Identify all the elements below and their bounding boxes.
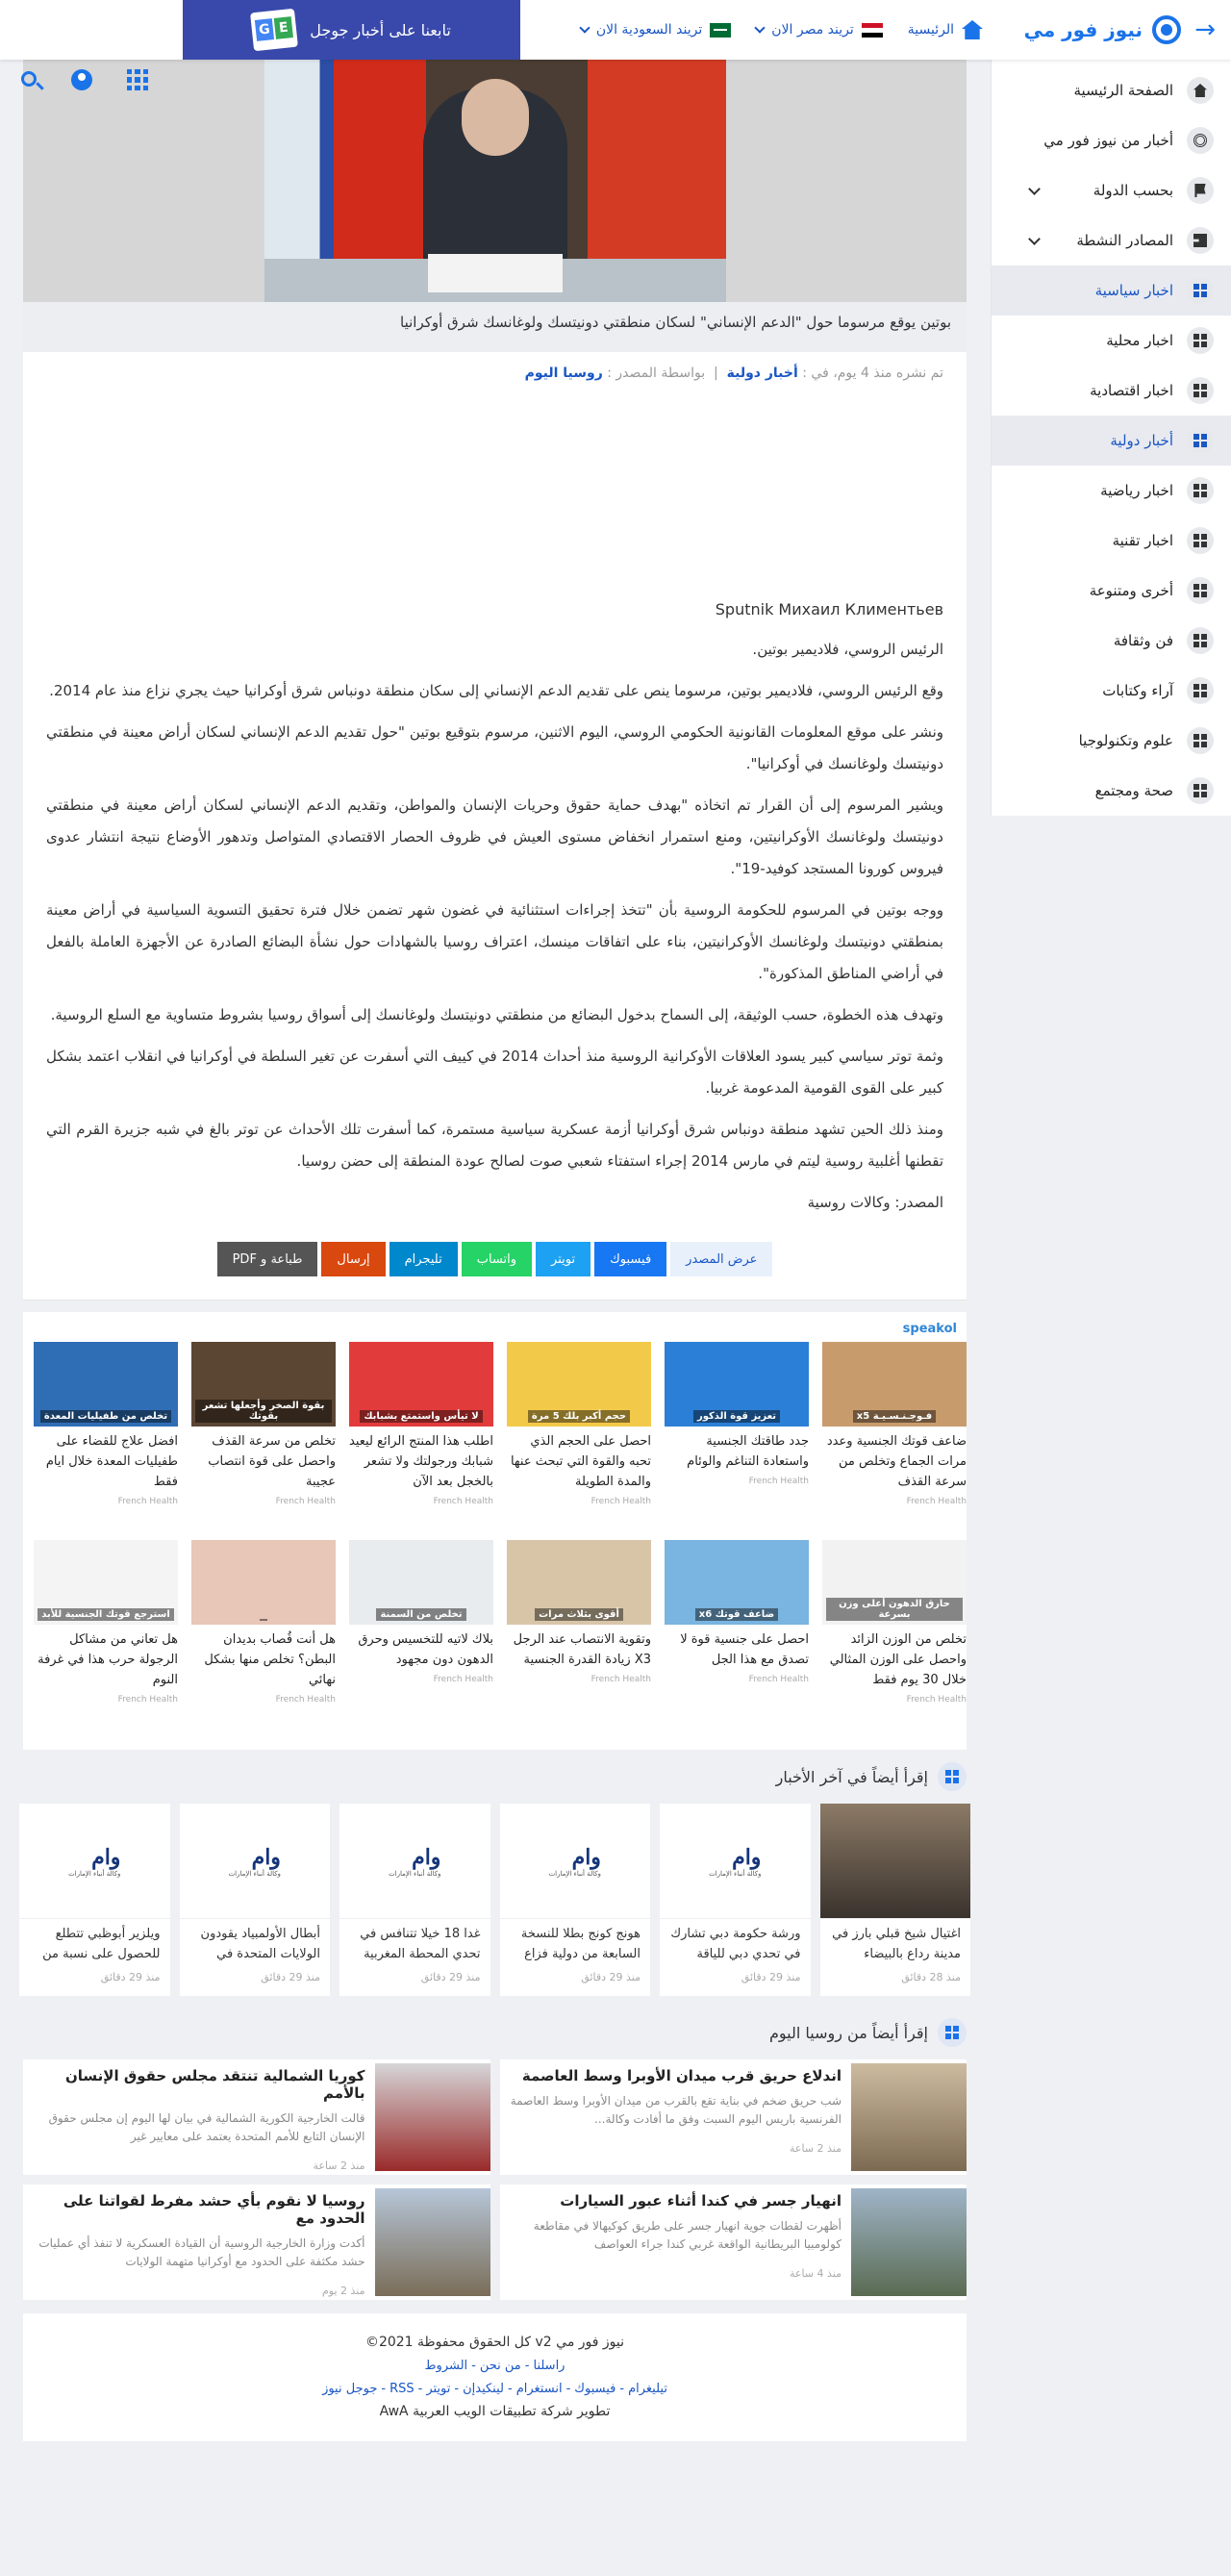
article-body <box>46 593 943 1219</box>
speakol-logo: speakol <box>902 1322 957 1337</box>
account-icon[interactable] <box>71 69 92 90</box>
russia-section-header <box>23 2006 967 2059</box>
category-icon <box>1193 334 1207 347</box>
sidebar-item-label: اخبار رياضية <box>1100 482 1173 499</box>
wam-logo-text: وام <box>251 1844 281 1870</box>
photo-credit: Sputnik Михаил Климентьев <box>715 600 943 619</box>
latest-section-title: إقرأ أيضاً في آخر الأخبار <box>775 1767 928 1786</box>
paragraph: وقع الرئيس الروسي، فلاديمير بوتين، مرسوما ينص على تقديم الدعم الإنساني إلى سكان منطقة دونباس شرق أوكرانيا حيث يجري نزاع منذ عام 2014. <box>49 682 943 700</box>
separator: - <box>471 2359 476 2374</box>
sponsored-card[interactable] <box>34 1342 178 1540</box>
news-title: ورشة حكومة دبي تشارك في تحدي دبي للياقة <box>670 1927 801 1961</box>
nav-saudi-label: تريند السعودية الان <box>595 22 703 38</box>
sidebar-item-label: أخبار من نيوز فور مي <box>1043 132 1173 149</box>
view-source-button[interactable]: عرض المصدر <box>670 1242 772 1276</box>
sidebar-item-home[interactable] <box>992 65 1231 115</box>
wam-logo-text: وام <box>91 1844 121 1870</box>
sidebar <box>991 60 1231 816</box>
sidebar-item-label: صحة ومجتمع <box>1094 782 1173 799</box>
section-icon <box>938 1762 967 1791</box>
news-time: منذ 2 ساعة <box>313 2159 365 2173</box>
news-title: اندلاع حريق قرب ميدان الأوبرا وسط العاصمة <box>521 2067 842 2085</box>
sponsored-card[interactable] <box>665 1342 809 1540</box>
footer-link[interactable]: تويتر <box>426 2381 451 2396</box>
separator: - <box>619 2381 625 2396</box>
source-link[interactable]: روسيا اليوم <box>524 366 603 381</box>
sponsored-image-text: تخلص من طفيليات المعدة <box>40 1410 171 1423</box>
nav-egypt-label: تريند مصر الان <box>771 22 854 38</box>
sponsored-grid <box>23 1342 967 1738</box>
sponsored-source: French Health <box>433 1496 493 1506</box>
sponsored-card[interactable] <box>507 1342 651 1540</box>
article-image <box>264 60 726 302</box>
share-bar <box>46 1242 943 1276</box>
sponsored-source: French Health <box>275 1694 336 1705</box>
nav-home-label: الرئيسية <box>907 22 954 38</box>
brand-name[interactable]: نيوز فور مي <box>1023 18 1143 41</box>
brand[interactable] <box>1024 13 1216 46</box>
sponsored-image-text: بقوة الصخر وأجعلها تشعر بقوتك <box>195 1400 332 1423</box>
news-time: منذ 29 دقائق <box>741 1971 801 1984</box>
footer-link[interactable]: RSS <box>389 2381 415 2396</box>
article-meta: تم نشره منذ 4 يوم، في : أخبار دولية | بواسطة المصدر : روسيا اليوم <box>524 366 943 381</box>
sponsored-image-text: لا تيأس واستمتع بشبابك <box>360 1410 482 1423</box>
footer-links <box>23 2355 967 2377</box>
published-text: تم نشره منذ 4 يوم، في : <box>802 366 943 381</box>
sponsored-image <box>507 1540 651 1625</box>
sponsored-widget <box>23 1312 967 1750</box>
sponsored-title: هل تعاني من مشاكل الرجولة حرب هذا في غرفة النوم <box>38 1632 178 1687</box>
news-thumbnail <box>851 2188 967 2296</box>
paragraph: ونشر على موقع المعلومات القانونية الحكومي الروسي، اليوم الاثنين، مرسوم بتوقيع بوتين "حول تقديم الدعم الإنساني لسكان أراض معينة في منطقتي دونيتسك ولوغانسك في أوكرانيا". <box>46 723 943 773</box>
sidebar-item-label: علوم وتكنولوجيا <box>1078 732 1173 749</box>
news-title: اغتيال شيخ قبلي بارز في مدينة رداع بالبيضاء <box>832 1927 961 1961</box>
sidebar-item-opinions[interactable] <box>992 666 1231 716</box>
latest-news-card[interactable] <box>660 1804 811 1996</box>
ad-placeholder <box>46 400 943 593</box>
home-icon <box>962 20 983 39</box>
nav-saudi-trend[interactable] <box>581 22 731 38</box>
news-title: أبطال الأولمبياد يقودون الولايات المتحدة في <box>200 1927 320 1961</box>
wam-logo-text: وام <box>732 1844 762 1870</box>
separator: - <box>524 2359 530 2374</box>
sponsored-source: French Health <box>433 1674 493 1684</box>
news-time: منذ 2 يوم <box>321 2285 365 2298</box>
sidebar-item-label: الصفحة الرئيسية <box>1073 82 1173 99</box>
category-icon <box>1193 284 1207 297</box>
paragraph: الرئيس الروسي، فلاديمير بوتين. <box>752 641 943 659</box>
latest-news-card[interactable] <box>820 1804 971 1996</box>
sponsored-image <box>665 1540 809 1625</box>
news-time: منذ 2 ساعة <box>789 2142 842 2156</box>
sponsored-source: French Health <box>590 1674 651 1684</box>
sponsored-title: تخلص من سرعة القذف واحصل على قوة انتصاب عجيبة <box>208 1434 336 1489</box>
sidebar-item-label: اخبار اقتصادية <box>1090 382 1173 399</box>
facebook-share-button[interactable]: فيسبوك <box>594 1242 666 1276</box>
sponsored-source: French Health <box>748 1674 809 1684</box>
news-title: غدا 18 خيلا تتنافس في تحدي المحطة المغربية <box>360 1927 481 1961</box>
sponsored-title: احصل على الحجم الذي تحبه والقوة التي تبحث عنها والمدة الطويلة <box>510 1434 651 1489</box>
sidebar-item-active-sources[interactable] <box>992 215 1231 265</box>
latest-news-card[interactable] <box>19 1804 170 1996</box>
article-hero <box>23 60 967 302</box>
sidebar-item-newsforme[interactable] <box>992 115 1231 165</box>
wam-logo <box>180 1804 331 1919</box>
chevron-down-icon <box>1028 183 1041 195</box>
separator: - <box>381 2381 387 2396</box>
sidebar-item-misc[interactable] <box>992 566 1231 616</box>
sponsored-image-text: حجم أكبر بلك 5 مرة <box>528 1410 630 1423</box>
separator: - <box>417 2381 423 2396</box>
sidebar-item-label: أخبار دولية <box>1110 432 1173 449</box>
news-time: منذ 29 دقائق <box>581 1971 641 1984</box>
sidebar-item-label: آراء وكتابات <box>1102 682 1173 699</box>
nav-egypt-trend[interactable] <box>756 22 883 38</box>
twitter-share-button[interactable]: تويتر <box>536 1242 590 1276</box>
sidebar-item-by-country[interactable] <box>992 165 1231 215</box>
saudi-flag-icon <box>710 23 731 38</box>
category-icon <box>1193 384 1207 397</box>
sidebar-item-label: اخبار تقنية <box>1112 532 1173 549</box>
news-thumbnail <box>820 1804 971 1919</box>
broadcast-icon <box>1193 134 1207 147</box>
sidebar-item-tech[interactable] <box>992 516 1231 566</box>
article-caption: بوتين يوقع مرسوما حول "الدعم الإنساني" لسكان منطقتي دونيتسك ولوغانسك شرق أوكرانيا <box>23 302 967 352</box>
sidebar-item-label: اخبار محلية <box>1106 332 1173 349</box>
news-title: هونج كونج بطلا للنسخة السابعة من دولية فزاع <box>520 1927 641 1961</box>
sponsored-image-text: تعزيز قوة الذكور <box>693 1410 780 1423</box>
sponsored-source: French Health <box>275 1496 336 1506</box>
sponsored-title: ضاعف قوتك الجنسية وعدد مرات الجماع وتخلص من سرعة القذف <box>826 1434 967 1489</box>
sponsored-card[interactable] <box>507 1540 651 1738</box>
footer-link[interactable]: الشروط <box>424 2359 468 2374</box>
news-time: منذ 29 دقائق <box>100 1971 161 1984</box>
google-news-label: تابعنا على أخبار جوجل <box>310 20 451 39</box>
footer-link[interactable]: تيليغرام <box>628 2381 667 2396</box>
separator: - <box>454 2381 460 2396</box>
separator: - <box>565 2381 571 2396</box>
category-icon <box>1193 534 1207 547</box>
social-links <box>23 2378 967 2400</box>
news-thumbnail <box>375 2063 490 2171</box>
sponsored-image-text: حارق الدهون أعلى وزن بسرعة <box>826 1598 963 1621</box>
wam-logo-subtitle: وكالة أنباء الإمارات <box>68 1869 121 1878</box>
telegram-share-button[interactable]: تليجرام <box>389 1242 458 1276</box>
russia-news-card[interactable] <box>500 2185 967 2300</box>
hero-toolbar <box>21 69 148 90</box>
chevron-down-icon <box>579 22 590 33</box>
news-excerpt: أكدت وزارة الخارجية الروسية أن القيادة العسكرية لا تنفذ أي عمليات حشد مكثفة على الحدود مع أوكرانيا متهمة الولايات <box>38 2236 365 2268</box>
sponsored-image-text: تخلص من السمنة <box>376 1608 465 1621</box>
sponsored-card[interactable] <box>34 1540 178 1738</box>
sponsored-title: هل أنت قُصاب بديدان البطن؟ تخلص منها بشكل نهائي <box>204 1632 336 1687</box>
sponsored-image-text: فـوجـنـسـيـة x5 <box>853 1410 936 1423</box>
back-arrow-icon[interactable]: → <box>1194 15 1216 44</box>
wam-logo-subtitle: وكالة أنباء الإمارات <box>709 1869 762 1878</box>
via-text: بواسطة المصدر : <box>607 366 706 381</box>
category-icon <box>1193 584 1207 597</box>
sponsored-image <box>34 1342 178 1427</box>
section-icon <box>938 2018 967 2047</box>
wam-logo-subtitle: وكالة أنباء الإمارات <box>228 1869 281 1878</box>
sponsored-image-text: استرجع قوتك الجنسية للأبد <box>38 1608 174 1621</box>
latest-news-card[interactable] <box>180 1804 331 1996</box>
search-icon[interactable] <box>21 71 37 87</box>
sponsored-title: افضل علاج للقضاء على طفيليات المعدة خلال ايام فقط <box>45 1434 178 1489</box>
logo-icon <box>1152 15 1181 44</box>
sponsored-image <box>822 1342 967 1427</box>
news-excerpt: شب حريق ضخم في بناية تقع بالقرب من ميدان الأوبرا وسط العاصمة الفرنسية باريس اليوم السبت وفق ما أفادت وكالة... <box>510 2094 842 2126</box>
sponsored-image-text <box>260 1619 267 1621</box>
sponsored-title: اطلب هذا المنتج الرائع ليعيد شبابك ورجولتك ولا تشعر بالخجل بعد الآن <box>349 1434 493 1489</box>
whatsapp-share-button[interactable]: واتساب <box>462 1242 532 1276</box>
sidebar-item-sports[interactable] <box>992 466 1231 516</box>
sidebar-item-label: بحسب الدولة <box>1093 182 1173 199</box>
sponsored-image-text: ضاعف قوتك x6 <box>695 1608 778 1621</box>
main-content <box>23 60 967 2441</box>
sidebar-item-label: أخرى ومتنوعة <box>1089 582 1173 599</box>
google-news-button[interactable] <box>183 0 520 60</box>
sponsored-image <box>191 1540 336 1625</box>
sidebar-item-science[interactable] <box>992 716 1231 766</box>
category-icon <box>1193 434 1207 447</box>
sidebar-item-health[interactable] <box>992 766 1231 816</box>
sponsored-image <box>349 1540 493 1625</box>
footer <box>23 2313 967 2441</box>
russia-news-card[interactable] <box>500 2059 967 2175</box>
sidebar-item-label: المصادر النشطة <box>1076 232 1173 249</box>
sponsored-card[interactable] <box>822 1342 967 1540</box>
footer-link[interactable]: فيسبوك <box>574 2381 616 2396</box>
sponsored-card[interactable] <box>822 1540 967 1738</box>
news-excerpt: قالت الخارجية الكورية الشمالية في بيان لها اليوم إن مجلس حقوق الإنسان التابع للأمم المتحدة يعتمد على معايير غير <box>48 2111 365 2143</box>
category-icon <box>1193 484 1207 497</box>
news-title: انهيار جسر في كندا أثناء عبور السيارات <box>560 2192 842 2210</box>
russia-news-card[interactable] <box>23 2185 490 2300</box>
sponsored-image <box>34 1540 178 1625</box>
footer-link[interactable]: من نحن <box>479 2359 521 2374</box>
wam-logo-text: وام <box>571 1844 601 1870</box>
chevron-down-icon <box>755 22 766 33</box>
paragraph: ووجه بوتين في المرسوم للحكومة الروسية بأن "تتخذ إجراءات استثنائية في غضون شهر تضمن خلال فترة تحقيق التسوية السياسية في أراض معينة بمنطقتي دونيتسك ولوغانسك الأوكرانيتين، بناء على اتفاقات مينسك، اعتراف روسيا بالشهادات حول نشأة البضائع الصادرة عن الأجهزة العاملة بالفعل في أراضي المناطق المذكورة". <box>46 901 943 983</box>
paragraph: ومنذ ذلك الحين تشهد منطقة دونباس شرق أوكرانيا أزمة عسكرية سياسية مستمرة، كما أسفرت تلك الأحداث عن توتر بالغ في شبه جزيرة القرم التي تقطنها أغلبية روسية ليتم في مارس 2014 إجراء استفتاء شعبي صوت لصالح عودة المنطقة إلى حضن روسيا. <box>46 1121 943 1171</box>
sponsored-source: French Health <box>590 1496 651 1506</box>
home-icon <box>1193 84 1207 97</box>
print-pdf-button[interactable]: طباعة و PDF <box>217 1242 318 1276</box>
latest-news-row <box>19 1804 970 1996</box>
wam-logo-text: وام <box>412 1844 441 1870</box>
category-icon <box>1193 734 1207 747</box>
news-thumbnail <box>851 2063 967 2171</box>
sponsored-source: French Health <box>117 1496 178 1506</box>
google-news-icon <box>250 9 298 52</box>
egypt-flag-icon <box>862 23 883 38</box>
chevron-down-icon <box>1028 233 1041 245</box>
paragraph: وثمة توتر سياسي كبير يسود العلاقات الأوكرانية الروسية منذ أحداث 2014 في كييف التي أسفرت عن تغير السلطة في أوكرانيا في انقلاب اعتمد بشكل كبير على القوى القومية المدعومة غربيا. <box>46 1048 944 1098</box>
russia-section-title: إقرأ أيضاً من روسيا اليوم <box>769 2023 928 2042</box>
sponsored-title: بلاك لاتيه للتخسيس وحرق الدهون دون مجهود <box>358 1632 493 1667</box>
category-icon <box>1193 634 1207 647</box>
sponsored-source: French Health <box>906 1694 967 1705</box>
news-thumbnail <box>375 2188 490 2296</box>
copyright: نيوز فور مي v2 كل الحقوق محفوظة 2021© <box>364 2335 625 2351</box>
sponsored-title: تخلص من الوزن الزائد واحصل على الوزن المثالي خلال 30 يوم فقط <box>829 1632 967 1687</box>
sponsored-card[interactable] <box>191 1342 336 1540</box>
wam-logo <box>660 1804 811 1919</box>
sidebar-item-label: اخبار سياسية <box>1094 282 1173 299</box>
top-bar <box>0 0 1231 60</box>
footer-link[interactable]: جوجل نيوز <box>322 2381 378 2396</box>
news-time: منذ 29 دقائق <box>261 1971 320 1984</box>
news-time: منذ 28 دقائق <box>901 1971 961 1984</box>
sponsored-title: وتقوية الانتصاب عند الرجل X3 زيادة القدرة الجنسية <box>513 1632 651 1667</box>
sponsored-image <box>191 1342 336 1427</box>
sponsored-title: جدد طاقتك الجنسية واستعادة التناغم والوئام <box>687 1434 809 1469</box>
sponsored-source: French Health <box>748 1476 809 1486</box>
russia-news-card[interactable] <box>23 2059 490 2175</box>
source-line: المصدر: وكالات روسية <box>807 1194 943 1212</box>
footer-link[interactable]: انستغرام <box>515 2381 563 2396</box>
sidebar-item-international[interactable] <box>992 416 1231 466</box>
send-button[interactable]: إرسال <box>321 1242 385 1276</box>
paragraph: ويشير المرسوم إلى أن القرار تم اتخاذه "بهدف حماية حقوق وحريات الإنسان والمواطن، وتقديم الدعم الإنساني لسكان أراض معينة في منطقتي دونيتسك ولوغانسك الأوكرانيتين، ومنع استمرار انخفاض مستوى العيش في ظروف الحصار الاقتصادي المتواصل وتدهور الأوضاع نتيجة انتشار عدوى فيروس كورونا المستجد كوفيد-19". <box>46 796 943 878</box>
article <box>23 352 967 1301</box>
sponsored-card[interactable] <box>191 1540 336 1738</box>
sponsored-image <box>822 1540 967 1625</box>
flag-icon <box>1193 184 1207 197</box>
developer-credit: تطوير شركة تطبيقات الويب العربية AwA <box>379 2404 611 2420</box>
sidebar-item-politics[interactable] <box>992 265 1231 316</box>
sponsored-source: French Health <box>906 1496 967 1506</box>
latest-section-header <box>23 1750 967 1804</box>
wam-logo-subtitle: وكالة أنباء الإمارات <box>548 1869 601 1878</box>
sponsored-image <box>665 1342 809 1427</box>
top-nav <box>581 0 983 60</box>
news-time: منذ 4 ساعة <box>789 2267 842 2281</box>
sponsored-image <box>349 1342 493 1427</box>
footer-link[interactable]: لينكيدإن <box>463 2381 504 2396</box>
wam-logo-subtitle: وكالة أنباء الإمارات <box>389 1869 441 1878</box>
sidebar-item-label: فن وثقافة <box>1113 632 1173 649</box>
sponsored-title: احصل على جنسية قوة لا تصدق مع هذا الجل <box>680 1632 809 1667</box>
news-time: منذ 29 دقائق <box>420 1971 481 1984</box>
wam-logo <box>339 1804 490 1919</box>
sponsored-image-text: أقوى بثلاث مرات <box>535 1608 623 1621</box>
category-icon <box>1193 784 1207 797</box>
apps-icon[interactable] <box>127 69 148 90</box>
news-title: روسيا لا نقوم بأي حشد مفرط لقواتنا على الحدود مع <box>63 2192 365 2228</box>
sidebar-item-economy[interactable] <box>992 366 1231 416</box>
sidebar-item-local[interactable] <box>992 316 1231 366</box>
latest-news-card[interactable] <box>339 1804 490 1996</box>
news-excerpt: أظهرت لقطات جوية انهيار جسر على طريق كوكيهالا في مقاطعة كولومبيا البريطانية الواقعة غربي كندا جراء العواصف <box>533 2219 842 2251</box>
paragraph: وتهدف هذه الخطوة، حسب الوثيقة، إلى السماح بدخول البضائع من منطقتي دونيتسك ولوغانسك إلى أسواق روسيا بشروط متساوية مع السلع الروسية. <box>50 1006 943 1024</box>
nav-home[interactable] <box>908 20 983 39</box>
sponsored-card[interactable] <box>349 1342 493 1540</box>
russia-news-grid <box>23 2059 967 2300</box>
news-title: ويلزير أبوظبي تتطلع للحصول على نسبة من <box>42 1927 161 1961</box>
wam-logo <box>19 1804 170 1919</box>
latest-news-card[interactable] <box>500 1804 651 1996</box>
sponsored-card[interactable] <box>349 1540 493 1738</box>
category-link[interactable]: أخبار دولية <box>726 366 798 381</box>
wam-logo <box>500 1804 651 1919</box>
sponsored-card[interactable] <box>665 1540 809 1738</box>
sidebar-item-art-culture[interactable] <box>992 616 1231 666</box>
sponsored-image <box>507 1342 651 1427</box>
sponsored-source: French Health <box>117 1694 178 1705</box>
sources-icon <box>1193 234 1207 247</box>
category-icon <box>1193 684 1207 697</box>
news-title: كوريا الشمالية تنتقد مجلس حقوق الإنسان بالأمم <box>64 2067 365 2103</box>
separator: - <box>508 2381 513 2396</box>
footer-link[interactable]: راسلنا <box>533 2359 565 2374</box>
